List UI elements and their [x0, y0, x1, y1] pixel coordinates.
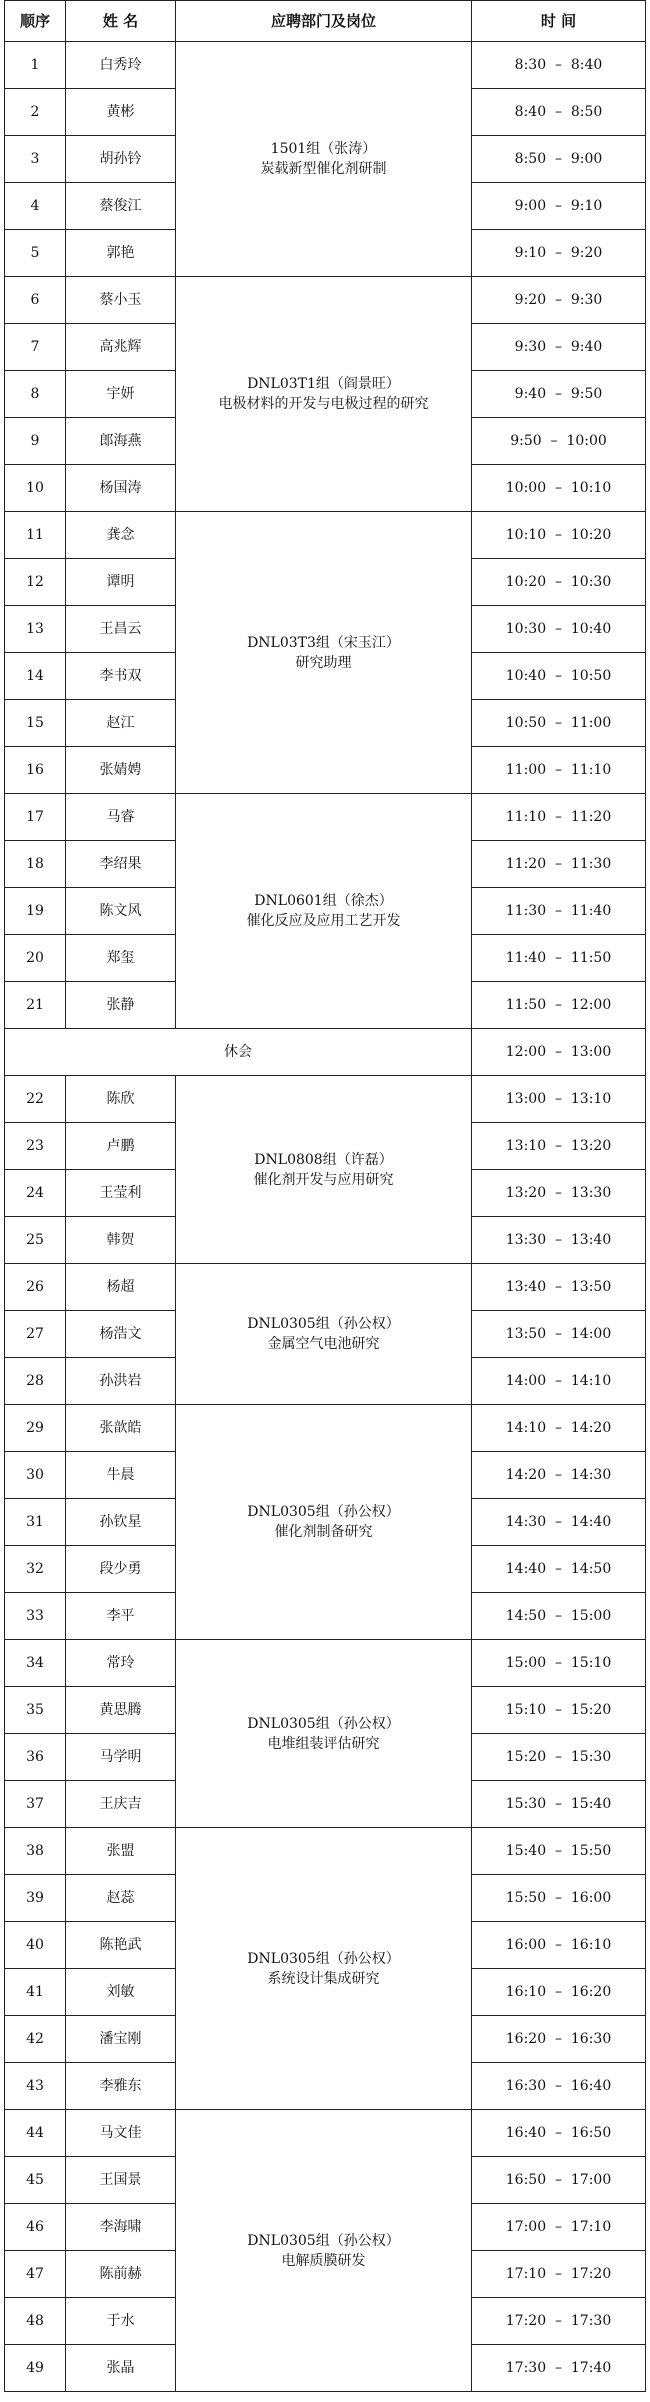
candidate-name: 刘敏: [66, 1969, 176, 2016]
candidate-name: 龚念: [66, 512, 176, 559]
dept-group: DNL0305组（孙公权）: [247, 1950, 400, 1967]
row-number: 9: [5, 418, 66, 465]
candidate-name: 杨国涛: [66, 465, 176, 512]
candidate-name: 段少勇: [66, 1546, 176, 1593]
time-slot: 9:40 – 9:50: [472, 371, 646, 418]
time-slot: 16:00 – 16:10: [472, 1922, 646, 1969]
dept-group: 1501组（张涛）: [270, 141, 377, 157]
candidate-name: 陈文风: [66, 888, 176, 935]
row-number: 33: [5, 1593, 66, 1640]
time-slot: 13:00 – 13:10: [472, 1076, 646, 1123]
row-number: 23: [5, 1123, 66, 1170]
candidate-name: 谭明: [66, 559, 176, 606]
table-row: [5, 1076, 646, 1123]
candidate-name: 白秀玲: [66, 42, 176, 89]
dept-group: DNL03T3组（宋玉江）: [247, 634, 400, 651]
time-slot: 11:10 – 11:20: [472, 794, 646, 841]
position-title: 催化剂制备研究: [274, 1524, 373, 1540]
candidate-name: 李雅东: [66, 2063, 176, 2110]
row-number: 10: [5, 465, 66, 512]
time-slot: 13:30 – 13:40: [472, 1217, 646, 1264]
row-number: 38: [5, 1828, 66, 1875]
row-number: 43: [5, 2063, 66, 2110]
dept-group: DNL0601组（徐杰）: [254, 893, 393, 909]
dept-position: [176, 512, 472, 794]
position-title: 电极材料的开发与电极过程的研究: [218, 396, 429, 412]
row-number: 39: [5, 1875, 66, 1922]
candidate-name: 杨超: [66, 1264, 176, 1311]
time-slot: 16:30 – 16:40: [472, 2063, 646, 2110]
dept-group: DNL0305组（孙公权）: [247, 2232, 400, 2249]
row-number: 17: [5, 794, 66, 841]
row-number: 12: [5, 559, 66, 606]
candidate-name: 王庆吉: [66, 1781, 176, 1828]
header-row: [5, 1, 646, 42]
interview-schedule-table: [4, 0, 646, 2392]
dept-group: DNL0305组（孙公权）: [247, 1715, 400, 1732]
row-number: 14: [5, 653, 66, 700]
time-slot: 9:00 – 9:10: [472, 183, 646, 230]
time-slot: 11:30 – 11:40: [472, 888, 646, 935]
time-slot: 9:10 – 9:20: [472, 230, 646, 277]
time-slot: 8:50 – 9:00: [472, 136, 646, 183]
dept-position: [176, 42, 472, 277]
time-slot: 10:20 – 10:30: [472, 559, 646, 606]
time-slot: 10:40 – 10:50: [472, 653, 646, 700]
candidate-name: 张盟: [66, 1828, 176, 1875]
row-number: 21: [5, 982, 66, 1029]
time-slot: 11:00 – 11:10: [472, 747, 646, 794]
row-number: 48: [5, 2298, 66, 2345]
row-number: 20: [5, 935, 66, 982]
candidate-name: 李平: [66, 1593, 176, 1640]
table-row: [5, 2110, 646, 2157]
row-number: 34: [5, 1640, 66, 1687]
candidate-name: 潘宝刚: [66, 2016, 176, 2063]
dept-position: [176, 1640, 472, 1828]
candidate-name: 张晶: [66, 2345, 176, 2392]
candidate-name: 牛晨: [66, 1452, 176, 1499]
candidate-name: 陈欣: [66, 1076, 176, 1123]
row-number: 25: [5, 1217, 66, 1264]
candidate-name: 马文佳: [66, 2110, 176, 2157]
row-number: 40: [5, 1922, 66, 1969]
candidate-name: 孙钦星: [66, 1499, 176, 1546]
row-number: 49: [5, 2345, 66, 2392]
candidate-name: 孙洪岩: [66, 1358, 176, 1405]
candidate-name: 高兆辉: [66, 324, 176, 371]
time-slot: 11:40 – 11:50: [472, 935, 646, 982]
time-slot: 10:00 – 10:10: [472, 465, 646, 512]
row-number: 27: [5, 1311, 66, 1358]
time-slot: 17:30 – 17:40: [472, 2345, 646, 2392]
row-number: 46: [5, 2204, 66, 2251]
candidate-name: 常玲: [66, 1640, 176, 1687]
header-name: 姓 名: [66, 1, 176, 42]
candidate-name: 蔡俊江: [66, 183, 176, 230]
time-slot: 14:50 – 15:00: [472, 1593, 646, 1640]
table-row: [5, 1405, 646, 1452]
table-row: [5, 42, 646, 89]
candidate-name: 赵江: [66, 700, 176, 747]
time-slot: 9:50 – 10:00: [472, 418, 646, 465]
row-number: 28: [5, 1358, 66, 1405]
dept-position: [176, 794, 472, 1029]
time-slot: 15:40 – 15:50: [472, 1828, 646, 1875]
row-number: 31: [5, 1499, 66, 1546]
position-title: 研究助理: [295, 654, 352, 671]
dept-group: DNL03T1组（阎景旺）: [247, 376, 400, 392]
row-number: 22: [5, 1076, 66, 1123]
row-number: 16: [5, 747, 66, 794]
time-slot: 14:20 – 14:30: [472, 1452, 646, 1499]
time-slot: 16:50 – 17:00: [472, 2157, 646, 2204]
time-slot: 10:10 – 10:20: [472, 512, 646, 559]
break-row: [5, 1029, 646, 1076]
row-number: 26: [5, 1264, 66, 1311]
candidate-name: 黄彬: [66, 89, 176, 136]
position-title: 电解质膜研发: [281, 2252, 366, 2269]
dept-group: DNL0808组（许磊）: [254, 1151, 393, 1168]
time-slot: 13:10 – 13:20: [472, 1123, 646, 1170]
time-slot: 15:50 – 16:00: [472, 1875, 646, 1922]
row-number: 24: [5, 1170, 66, 1217]
row-number: 18: [5, 841, 66, 888]
dept-position: [176, 277, 472, 512]
candidate-name: 于水: [66, 2298, 176, 2345]
dept-position: [176, 2110, 472, 2392]
row-number: 47: [5, 2251, 66, 2298]
candidate-name: 李绍果: [66, 841, 176, 888]
candidate-name: 黄思腾: [66, 1687, 176, 1734]
candidate-name: 马学明: [66, 1734, 176, 1781]
time-slot: 13:20 – 13:30: [472, 1170, 646, 1217]
row-number: 36: [5, 1734, 66, 1781]
position-title: 系统设计集成研究: [267, 1970, 380, 1987]
row-number: 32: [5, 1546, 66, 1593]
time-slot: 16:20 – 16:30: [472, 2016, 646, 2063]
candidate-name: 李海啸: [66, 2204, 176, 2251]
candidate-name: 杨浩文: [66, 1311, 176, 1358]
time-slot: 9:20 – 9:30: [472, 277, 646, 324]
time-slot: 17:00 – 17:10: [472, 2204, 646, 2251]
table-row: [5, 512, 646, 559]
candidate-name: 郭艳: [66, 230, 176, 277]
time-slot: 15:30 – 15:40: [472, 1781, 646, 1828]
break-label: 休会: [5, 1029, 472, 1076]
position-title: 金属空气电池研究: [267, 1336, 380, 1352]
header-time: 时 间: [472, 1, 646, 42]
row-number: 5: [5, 230, 66, 277]
row-number: 2: [5, 89, 66, 136]
time-slot: 14:40 – 14:50: [472, 1546, 646, 1593]
time-slot: 10:30 – 10:40: [472, 606, 646, 653]
candidate-name: 郎海燕: [66, 418, 176, 465]
time-slot: 17:10 – 17:20: [472, 2251, 646, 2298]
row-number: 42: [5, 2016, 66, 2063]
candidate-name: 张婧娉: [66, 747, 176, 794]
row-number: 1: [5, 42, 66, 89]
time-slot: 14:30 – 14:40: [472, 1499, 646, 1546]
row-number: 11: [5, 512, 66, 559]
position-title: 电堆组装评估研究: [267, 1735, 380, 1752]
candidate-name: 张静: [66, 982, 176, 1029]
dept-position: [176, 1405, 472, 1640]
time-slot: 10:50 – 11:00: [472, 700, 646, 747]
time-slot: 13:40 – 13:50: [472, 1264, 646, 1311]
table-row: [5, 1640, 646, 1687]
time-slot: 15:00 – 15:10: [472, 1640, 646, 1687]
table-row: [5, 1264, 646, 1311]
table-row: [5, 1828, 646, 1875]
candidate-name: 张歆皓: [66, 1405, 176, 1452]
candidate-name: 蔡小玉: [66, 277, 176, 324]
row-number: 4: [5, 183, 66, 230]
row-number: 45: [5, 2157, 66, 2204]
candidate-name: 王昌云: [66, 606, 176, 653]
time-slot: 11:50 – 12:00: [472, 982, 646, 1029]
table-row: [5, 277, 646, 324]
row-number: 3: [5, 136, 66, 183]
candidate-name: 韩贺: [66, 1217, 176, 1264]
candidate-name: 李书双: [66, 653, 176, 700]
schedule-body: [5, 42, 646, 2392]
dept-position: [176, 1828, 472, 2110]
dept-group: DNL0305组（孙公权）: [247, 1316, 400, 1332]
row-number: 13: [5, 606, 66, 653]
time-slot: 9:30 – 9:40: [472, 324, 646, 371]
time-slot: 8:40 – 8:50: [472, 89, 646, 136]
row-number: 35: [5, 1687, 66, 1734]
time-slot: 8:30 – 8:40: [472, 42, 646, 89]
row-number: 7: [5, 324, 66, 371]
time-slot: 16:40 – 16:50: [472, 2110, 646, 2157]
candidate-name: 胡孙钤: [66, 136, 176, 183]
candidate-name: 郑玺: [66, 935, 176, 982]
candidate-name: 陈艳武: [66, 1922, 176, 1969]
time-slot: 13:50 – 14:00: [472, 1311, 646, 1358]
time-slot: 16:10 – 16:20: [472, 1969, 646, 2016]
time-slot: 14:00 – 14:10: [472, 1358, 646, 1405]
row-number: 29: [5, 1405, 66, 1452]
row-number: 44: [5, 2110, 66, 2157]
candidate-name: 卢鹏: [66, 1123, 176, 1170]
candidate-name: 赵蕊: [66, 1875, 176, 1922]
candidate-name: 王莹利: [66, 1170, 176, 1217]
time-slot: 15:20 – 15:30: [472, 1734, 646, 1781]
dept-position: [176, 1076, 472, 1264]
time-slot: 15:10 – 15:20: [472, 1687, 646, 1734]
dept-position: [176, 1264, 472, 1405]
table-row: [5, 794, 646, 841]
position-title: 催化剂开发与应用研究: [253, 1171, 394, 1188]
position-title: 催化反应及应用工艺开发: [246, 913, 401, 929]
row-number: 8: [5, 371, 66, 418]
candidate-name: 宇妍: [66, 371, 176, 418]
time-slot: 17:20 – 17:30: [472, 2298, 646, 2345]
time-slot: 11:20 – 11:30: [472, 841, 646, 888]
row-number: 15: [5, 700, 66, 747]
header-dept: 应聘部门及岗位: [176, 1, 472, 42]
row-number: 37: [5, 1781, 66, 1828]
row-number: 6: [5, 277, 66, 324]
header-order: 顺序: [5, 1, 66, 42]
break-time: 12:00 – 13:00: [472, 1029, 646, 1076]
candidate-name: 陈前赫: [66, 2251, 176, 2298]
candidate-name: 王国景: [66, 2157, 176, 2204]
row-number: 19: [5, 888, 66, 935]
row-number: 41: [5, 1969, 66, 2016]
time-slot: 14:10 – 14:20: [472, 1405, 646, 1452]
row-number: 30: [5, 1452, 66, 1499]
dept-group: DNL0305组（孙公权）: [247, 1504, 400, 1520]
candidate-name: 马睿: [66, 794, 176, 841]
position-title: 炭载新型催化剂研制: [260, 161, 387, 177]
